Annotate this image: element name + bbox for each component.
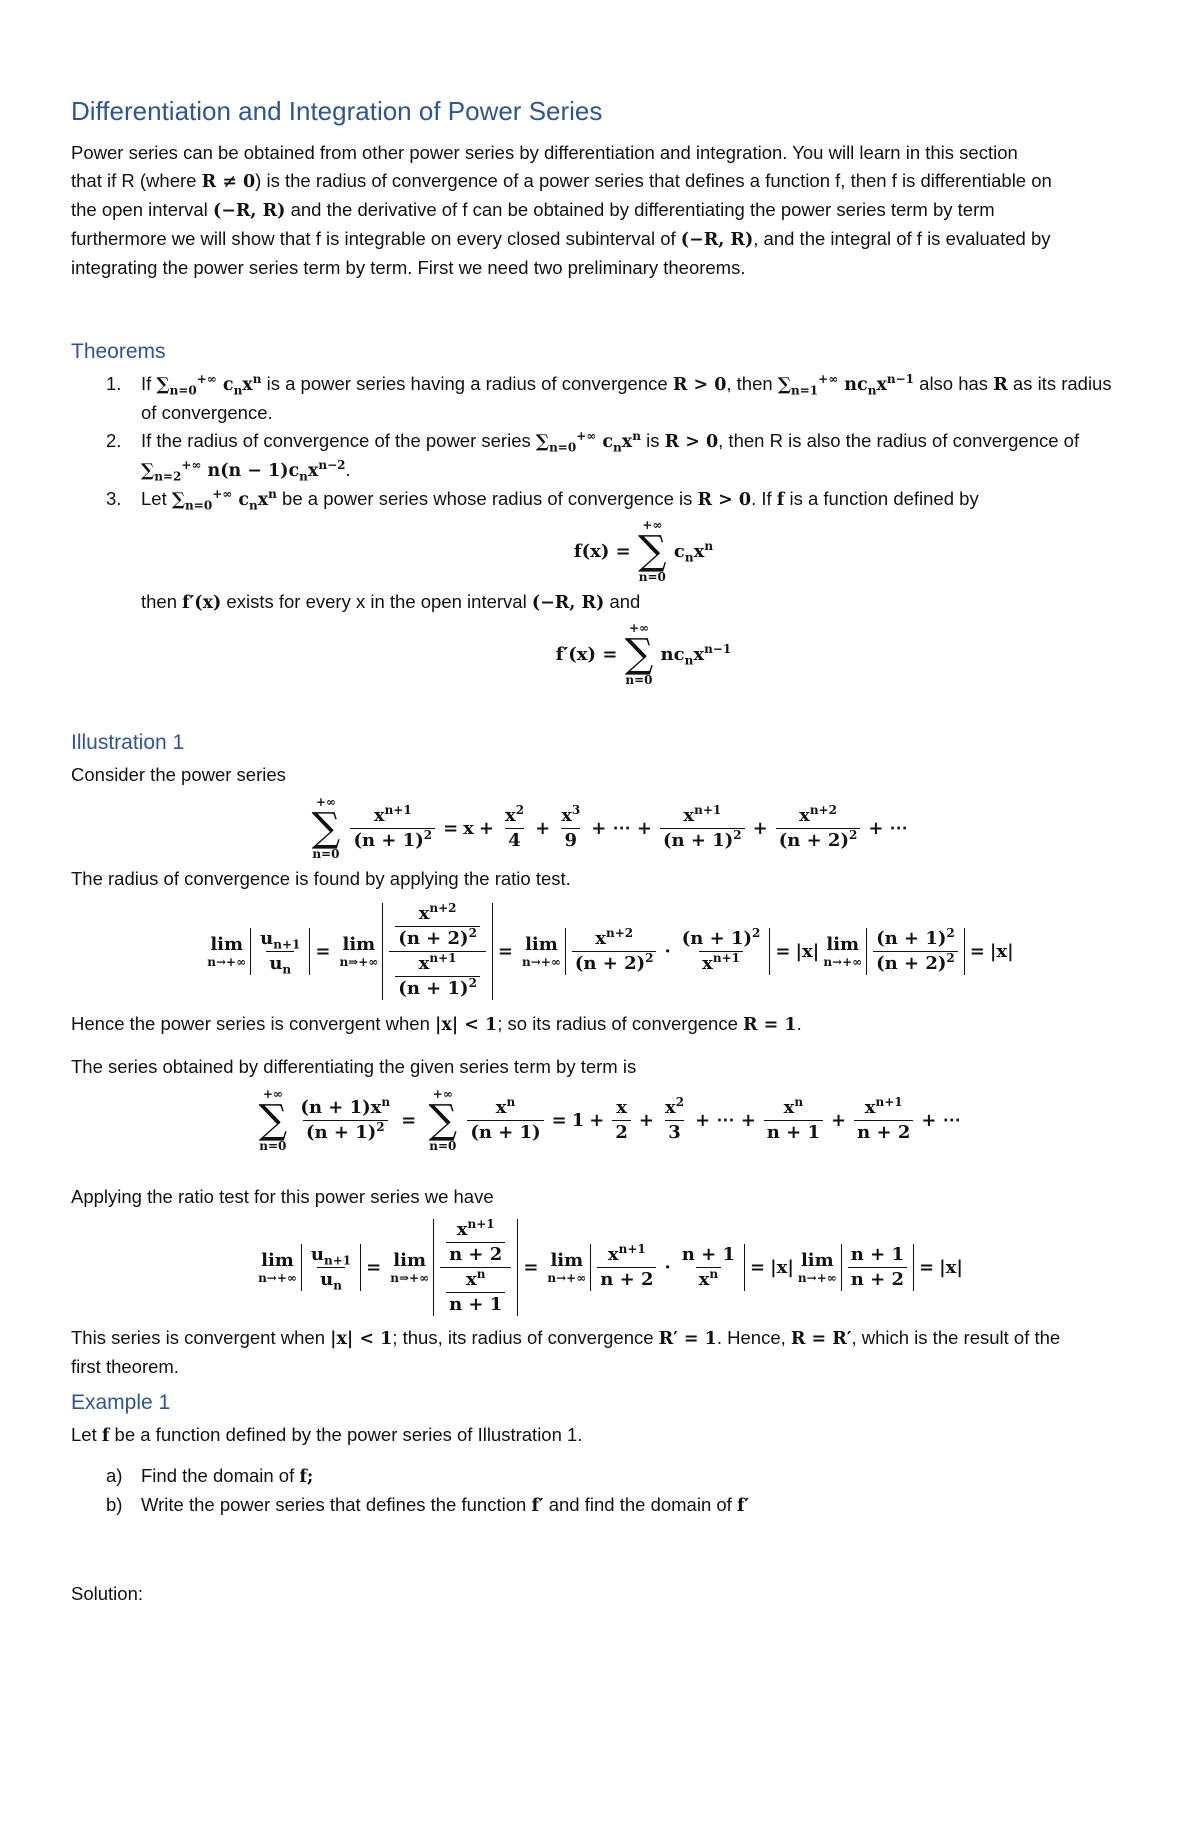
apply-ratio: Applying the ratio test for this power series we have [71, 1186, 494, 1207]
ratio-intro: The radius of convergence is found by applying the ratio test. [71, 868, 571, 889]
equation-f-definition: f(x) = +∞ ∑ n=0 $c_nx^n$ [573, 518, 714, 584]
equation-derivative-series: +∞ ∑ n=0 $\frac{(n + 1)x^n}{(n + 1)^2}$ = +∞ ∑ n=0 $\frac{x^n}{(n + 1)}$ = 1 + $\frac{x}{2}$ + $\frac{x^2}{3}$ + ⋯ + $\frac{x^n}{n + 1}$ + $\frac{x^{n+1}}{n + 2}$ + ⋯ [258, 1087, 961, 1153]
equation-ratio-test-1: lim n→+∞ $\frac{u_{n+1}}{u_n}$ = lim n⇒+∞ $\frac{\frac{x^{n+2}}{(n + 2)^2}}{\frac{x^{n+1}}{(n + 1)^2}}$ = lim n→+∞ $\frac{x^{n+2}}{(n + 2)^2}$ · $\frac{(n + 1)^2}{x^{n+1}}$ = |x| lim n→+∞ $\frac{(n + 1)^2}{(n + 2)^2}$ = |x| [207, 901, 1014, 999]
example-parts [71, 1462, 1146, 1520]
example-part-b: b) Write the power series that defines the function f′ and find the domain of f′ [106, 1494, 750, 1516]
example-heading: Example 1 [71, 1391, 171, 1414]
example-intro: Let f be a function defined by the power series of Illustration 1. [71, 1424, 583, 1446]
theorem-1: 1. If $\sum_{n=0}^{+\infty}$ $c_nx^n$ is a power series having a radius of convergence R > 0, then $\sum_{n=1}^{+\infty}$ $nc_nx^{n-1}$ also has R as its radius of convergence. [106, 372, 1112, 423]
equation-ratio-test-2: lim n→+∞ $\frac{u_{n+1}}{u_n}$ = lim n⇒+∞ $\frac{\frac{x^{n+1}}{n + 2}}{\frac{x^n}{n + 1}}$ = lim n→+∞ $\frac{x^{n+1}}{n + 2}$ · $\frac{n + 1}{x^n}$ = |x| lim n→+∞ $\frac{n + 1}{n + 2}$ = |x| [258, 1217, 963, 1315]
page-title: Differentiation and Integration of Power Series [71, 96, 603, 126]
solution-label: Solution: [71, 1583, 143, 1604]
example-part-a: a) Find the domain of f; [106, 1465, 314, 1487]
theorem-3-continuation: then f′(x) exists for every x in the open interval (−R, R) and [141, 591, 641, 613]
theorems-heading: Theorems [71, 340, 166, 363]
illustration-consider: Consider the power series [71, 764, 286, 785]
hence-sentence: Hence the power series is convergent when |x| < 1; so its radius of convergence R = 1. [71, 1013, 802, 1035]
theorem-3: 3. Let $\sum_{n=0}^{+\infty}$ $c_nx^n$ be a power series whose radius of convergence is R > 0. If f is a function defined by [106, 487, 979, 513]
intro-paragraph: Power series can be obtained from other power series by differentiation and integration. You will learn in this section that if R (where R ≠ 0) is the radius of convergence of a power series that defines a function f, then f is differentiable on the open interval (−R, R) and the derivative of f can be obtained by differentiating the power series term by term furthermore we will show that f is integrable on every closed subinterval of (−R, R), and the integral of f is evaluated by integrating the power series term by term. First we need two preliminary theorems. [71, 142, 1052, 278]
diff-intro: The series obtained by differentiating the given series term by term is [71, 1056, 637, 1077]
theorem-list [71, 370, 1146, 514]
equation-f-prime: f′(x) = +∞ ∑ n=0 $nc_nx^{n-1}$ [555, 621, 732, 687]
conclusion-sentence: This series is convergent when |x| < 1; thus, its radius of convergence R′ = 1. Hence, R = R′, which is the result of the first theorem. [71, 1327, 1061, 1377]
equation-power-series: +∞ ∑ n=0 $\frac{x^{n+1}}{(n + 1)^2}$ = x + $\frac{x^2}{4}$ + $\frac{x^3}{9}$ + ⋯ + $\frac{x^{n+1}}{(n + 1)^2}$ + $\frac{x^{n+2}}{(n + 2)^2}$ + ⋯ [311, 795, 908, 861]
illustration-heading: Illustration 1 [71, 731, 185, 754]
theorem-2: 2. If the radius of convergence of the power series $\sum_{n=0}^{+\infty}$ $c_nx^n$ is R > 0, then R is also the radius of convergence of $\sum_{n=2}^{+\infty}$ $n(n - 1)c_nx^{n-2}$. [106, 429, 1080, 484]
